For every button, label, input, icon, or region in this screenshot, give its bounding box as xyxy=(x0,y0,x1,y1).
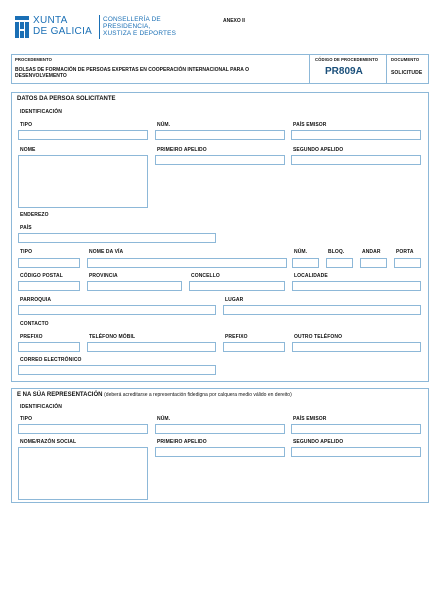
applicant-tipo-label: TIPO xyxy=(20,122,33,128)
procedure-value: BOLSAS DE FORMACIÓN DE PERSOAS EXPERTAS EN COOPERACIÓN INTERNACIONAL PARA O DESENVOLVEMENTO xyxy=(15,67,250,79)
representative-nome-label: NOME/RAZÓN SOCIAL xyxy=(20,439,77,445)
representative-nome-field[interactable] xyxy=(18,447,148,500)
applicant-porta-field[interactable] xyxy=(394,258,421,268)
applicant-telefono-mobil-field[interactable] xyxy=(87,342,216,352)
logo-line-1: XUNTA xyxy=(33,15,68,26)
applicant-nome-field[interactable] xyxy=(18,155,148,208)
representative-segundo-apelido-field[interactable] xyxy=(291,447,421,457)
applicant-tipo-field[interactable] xyxy=(18,130,148,140)
applicant-outro-telefono-label: OUTRO TELÉFONO xyxy=(294,334,343,340)
applicant-provincia-label: PROVINCIA xyxy=(89,273,118,279)
applicant-parroquia-field[interactable] xyxy=(18,305,216,315)
applicant-pais-emisor-label: PAÍS EMISOR xyxy=(293,122,327,128)
logo-divider xyxy=(99,15,100,39)
applicant-concello-label: CONCELLO xyxy=(191,273,220,279)
department-line-2: PRESIDENCIA, xyxy=(103,23,151,30)
xunta-logo-icon xyxy=(15,16,29,38)
header-divider-2 xyxy=(386,54,387,84)
applicant-correo-label: CORREO ELECTRÓNICO xyxy=(20,357,82,363)
applicant-prefixo-2-label: PREFIXO xyxy=(225,334,248,340)
applicant-segundo-apelido-label: SEGUNDO APELIDO xyxy=(293,147,344,153)
applicant-pais-field[interactable] xyxy=(18,233,216,243)
document-label: DOCUMENTO xyxy=(391,57,420,62)
representative-title-text: E NA SÚA REPRESENTACIÓN xyxy=(17,392,103,398)
representative-tipo-field[interactable] xyxy=(18,424,148,434)
applicant-primeiro-apelido-label: PRIMEIRO APELIDO xyxy=(157,147,207,153)
representative-tipo-label: TIPO xyxy=(20,416,33,422)
applicant-nome-via-label: NOME DA VÍA xyxy=(89,249,124,255)
applicant-section-title: DATOS DA PERSOA SOLICITANTE xyxy=(17,96,116,102)
xunta-logo-text xyxy=(33,15,92,37)
applicant-num-via-label: NÚM. xyxy=(294,249,308,255)
representative-pais-emisor-label: PAÍS EMISOR xyxy=(293,416,327,422)
applicant-num-field[interactable] xyxy=(155,130,285,140)
code-label: CÓDIGO DE PROCEDEMENTO xyxy=(315,57,379,62)
applicant-andar-field[interactable] xyxy=(360,258,387,268)
applicant-tipo-via-label: TIPO xyxy=(20,249,33,255)
header-divider-1 xyxy=(309,54,310,84)
applicant-prefixo-1-field[interactable] xyxy=(18,342,80,352)
applicant-lugar-field[interactable] xyxy=(223,305,421,315)
representative-pais-emisor-field[interactable] xyxy=(291,424,421,434)
department-line-3: XUSTIZA E DEPORTES xyxy=(103,30,177,37)
applicant-pais-label: PAÍS xyxy=(20,225,32,231)
applicant-prefixo-1-label: PREFIXO xyxy=(20,334,43,340)
applicant-bloq-label: BLOQ. xyxy=(328,249,345,255)
applicant-outro-telefono-field[interactable] xyxy=(292,342,421,352)
applicant-correo-field[interactable] xyxy=(18,365,216,375)
applicant-localidade-label: LOCALIDADE xyxy=(294,273,328,279)
representative-primeiro-apelido-label: PRIMEIRO APELIDO xyxy=(157,439,207,445)
representative-num-field[interactable] xyxy=(155,424,285,434)
applicant-localidade-field[interactable] xyxy=(292,281,421,291)
annex-label: ANEXO II xyxy=(223,18,245,24)
applicant-num-label: NÚM. xyxy=(157,122,171,128)
applicant-segundo-apelido-field[interactable] xyxy=(291,155,421,165)
applicant-lugar-label: LUGAR xyxy=(225,297,244,303)
procedure-label: PROCEDEMENTO xyxy=(15,57,52,62)
document-value: SOLICITUDE xyxy=(391,70,423,76)
applicant-codigo-postal-label: CÓDIGO POSTAL xyxy=(20,273,63,279)
representative-primeiro-apelido-field[interactable] xyxy=(155,447,285,457)
applicant-telefono-mobil-label: TELÉFONO MÓBIL xyxy=(89,334,136,340)
logo-line-2: DE GALICIA xyxy=(33,26,93,37)
representative-segundo-apelido-label: SEGUNDO APELIDO xyxy=(293,439,344,445)
applicant-nome-via-field[interactable] xyxy=(87,258,287,268)
department-name xyxy=(103,16,176,37)
applicant-num-via-field[interactable] xyxy=(292,258,319,268)
representative-section-title xyxy=(17,392,292,398)
applicant-provincia-field[interactable] xyxy=(87,281,182,291)
applicant-bloq-field[interactable] xyxy=(326,258,353,268)
applicant-pais-emisor-field[interactable] xyxy=(291,130,421,140)
applicant-parroquia-label: PARROQUIA xyxy=(20,297,52,303)
applicant-concello-field[interactable] xyxy=(189,281,285,291)
applicant-tipo-via-field[interactable] xyxy=(18,258,80,268)
applicant-nome-label: NOME xyxy=(20,147,36,153)
representative-identification-heading: IDENTIFICACIÓN xyxy=(20,404,62,410)
representative-num-label: NÚM. xyxy=(157,416,171,422)
applicant-porta-label: PORTA xyxy=(396,249,414,255)
applicant-enderezo-heading: ENDEREZO xyxy=(20,212,49,218)
applicant-identification-heading: IDENTIFICACIÓN xyxy=(20,109,62,115)
applicant-contacto-heading: CONTACTO xyxy=(20,321,49,327)
procedure-code: PR809A xyxy=(325,66,363,77)
applicant-andar-label: ANDAR xyxy=(362,249,381,255)
department-line-1: CONSELLERÍA DE xyxy=(103,16,161,23)
applicant-primeiro-apelido-field[interactable] xyxy=(155,155,285,165)
applicant-prefixo-2-field[interactable] xyxy=(223,342,285,352)
representative-title-note: (deberá acreditarse a representación fidedigna por calquera medio válido en dereito) xyxy=(104,392,292,398)
applicant-codigo-postal-field[interactable] xyxy=(18,281,80,291)
